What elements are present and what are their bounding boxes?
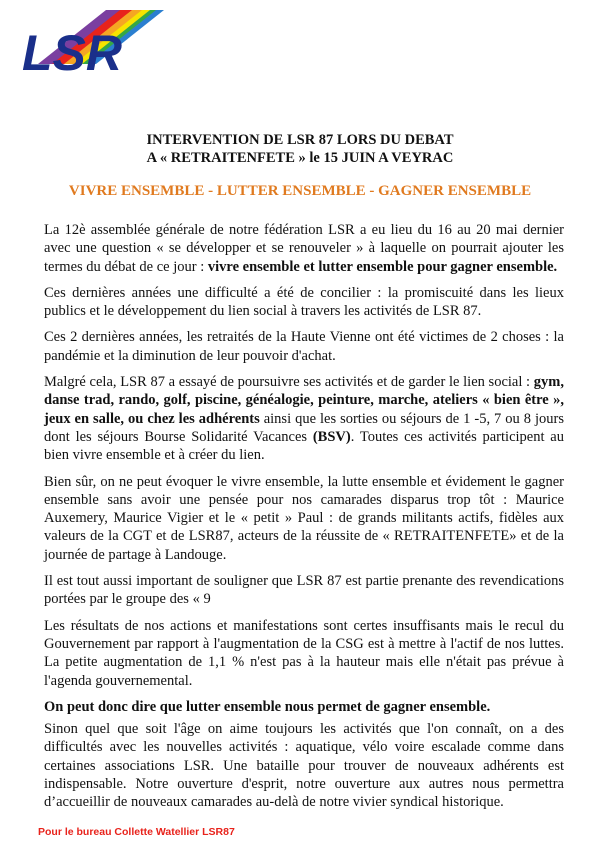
paragraph-4: Malgré cela, LSR 87 a essayé de poursuivre ses activités et de garder le lien social : gym, danse trad, rando, golf, piscine, généalogie, peinture, marche, ateliers « bien être », jeux en salle, ou chez les adhérents ainsi que les sorties ou séjours de 1 -5, 7 ou 8 jours dont les séjours Bourse Solidarité Vacances (BSV). Toutes ces activités participent au bien vivre ensemble et à créer du lien.: [44, 374, 564, 464]
paragraph-6: Il est tout aussi important de souligner que LSR 87 est partie prenante des revendications portées par le groupe des « 9: [44, 573, 564, 608]
title-line-2: A « RETRAITENFETE » le 15 JUIN A VEYRAC: [146, 150, 454, 166]
paragraph-3: Ces 2 dernières années, les retraités de la Haute Vienne ont été victimes de 2 choses : la pandémie et la diminution de leur pouvoir d'achat.: [44, 329, 564, 364]
slogan: VIVRE ENSEMBLE - LUTTER ENSEMBLE - GAGNER ENSEMBLE: [68, 183, 532, 199]
title-line-1: INTERVENTION DE LSR 87 LORS DU DEBAT: [146, 132, 454, 148]
logo-text: LSR: [22, 25, 122, 81]
signature-footer: Pour le bureau Collette Watellier LSR87: [38, 826, 235, 838]
paragraph-1: La 12è assemblée générale de notre fédération LSR a eu lieu du 16 au 20 mai dernier avec une question « se développer et se renouveler » à laquelle on pourrait ajouter les termes du débat de ce jour : vivre ensemble et lutter ensemble pour gagner ensemble.: [44, 222, 564, 275]
paragraph-2: Ces dernières années une difficulté a été de concilier : la promiscuité dans les lieux publics et le développement du lien social à travers les activités de LSR 87.: [44, 284, 564, 320]
paragraph-7: Les résultats de nos actions et manifestations sont certes insuffisants mais le recul du Gouvernement par rapport à l'augmentation de la CSG est à mettre à l'actif de nos luttes. La petite augmentation de 1,1 % n'est pas à la hauteur mais elle n'était pas prévue à l'agenda gouvernemental.: [44, 617, 564, 689]
body-text: [44, 221, 564, 820]
paragraph-8: On peut donc dire que lutter ensemble nous permet de gagner ensemble.: [44, 698, 491, 715]
paragraph-9: Sinon quel que soit l'âge on aime toujours les activités que l'on connaît, on a des difficultés avec les nouvelles activités : aquatique, vélo voire escalade comme dans certaines associations LSR. Une bataille pour trouver de nouveaux adhérents est indispensable. Notre ouverture d'esprit, notre ouverture aux autres nous permettra d’accueillir de nouveaux camarades au-delà de notre vivier syndical historique.: [44, 721, 564, 811]
paragraph-5: Bien sûr, on ne peut évoquer le vivre ensemble, la lutte ensemble et évidement le gagner ensemble sans avoir une pensée pour nos camarades disparus trop tôt : Maurice Auxemery, Maurice Vigier et le « petit » Paul : de grands militants actifs, fidèles aux valeurs de la CGT et de LSR87, acteurs de la réussite de « RETRAITENFETE» et de la journée de partage à Landouge.: [44, 473, 564, 563]
lsr-logo: [18, 8, 170, 84]
